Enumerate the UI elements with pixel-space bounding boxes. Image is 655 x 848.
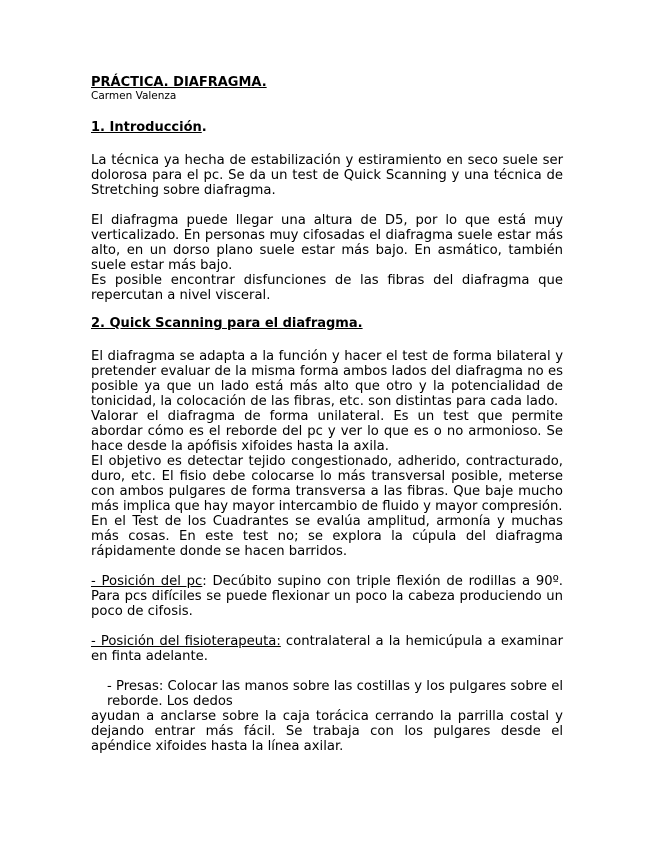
position-therapist-text: contralateral a la hemicúpula a examinar en finta adelante. bbox=[91, 634, 563, 664]
section-1-heading bbox=[91, 120, 563, 135]
grips-line: - Presas: Colocar las manos sobre las costillas y los pulgares sobre el reborde. Los dedos bbox=[107, 679, 563, 709]
position-therapist bbox=[91, 634, 563, 664]
document-title: PRÁCTICA. DIAFRAGMA. bbox=[91, 75, 267, 90]
position-therapist-label: - Posición del fisioterapeuta: bbox=[91, 634, 281, 649]
section-1-heading-text: 1. Introducción bbox=[91, 120, 202, 135]
section-1-paragraph-3: Es posible encontrar disfunciones de las fibras del diafragma que repercutan a nivel visceral. bbox=[91, 273, 563, 303]
position-patient bbox=[91, 574, 563, 619]
document-author: Carmen Valenza bbox=[91, 90, 177, 102]
section-2-paragraph-2: Valorar el diafragma de forma unilateral. Es un test que permite abordar cómo es el reborde del pc y ver lo que es o no armonioso. Se hace desde la apófisis xifoides hasta la axila. bbox=[91, 409, 563, 454]
section-1-paragraph-2: El diafragma puede llegar una altura de D5, por lo que está muy verticalizado. En personas muy cifosadas el diafragma suele estar más alto, en un dorso plano suele estar más bajo. En asmático, también suele estar más bajo. bbox=[91, 213, 563, 273]
section-2-paragraph-1: El diafragma se adapta a la función y hacer el test de forma bilateral y pretender evaluar de la misma forma ambos lados del diafragma no es posible ya que un lado está más alto que otro y la potencialidad de tonicidad, la colocación de las fibras, etc. son distintas para cada lado. bbox=[91, 349, 563, 409]
document-page bbox=[91, 75, 563, 754]
section-2-heading-text: 2. Quick Scanning para el diafragma. bbox=[91, 316, 363, 331]
section-1-heading-punct: . bbox=[201, 120, 207, 135]
section-2-paragraph-4: En el Test de los Cuadrantes se evalúa amplitud, armonía y muchas más cosas. En este test no; se explora la cúpula del diafragma rápidamente donde se hacen barridos. bbox=[91, 514, 563, 559]
grips-continuation: ayudan a anclarse sobre la caja torácica cerrando la parrilla costal y dejando entrar más fácil. Se trabaja con los pulgares desde el apéndice xifoides hasta la línea axilar. bbox=[91, 709, 563, 754]
section-2-heading bbox=[91, 316, 563, 331]
position-patient-text: : Decúbito supino con triple flexión de rodillas a 90º. Para pcs difíciles se puede flexionar un poco la cabeza produciendo un poco de cifosis. bbox=[91, 574, 564, 619]
section-1-paragraph-1: La técnica ya hecha de estabilización y estiramiento en seco suele ser dolorosa para el pc. Se da un test de Quick Scanning y una técnica de Stretching sobre diafragma. bbox=[91, 153, 563, 198]
section-2-paragraph-3: El objetivo es detectar tejido congestionado, adherido, contracturado, duro, etc. El fisio debe colocarse lo más transversal posible, meterse con ambos pulgares de forma transversa a las fibras. Que baje mucho más implica que hay mayor intercambio de fluido y mayor compresión. bbox=[91, 454, 563, 514]
position-patient-label: - Posición del pc bbox=[91, 574, 203, 589]
